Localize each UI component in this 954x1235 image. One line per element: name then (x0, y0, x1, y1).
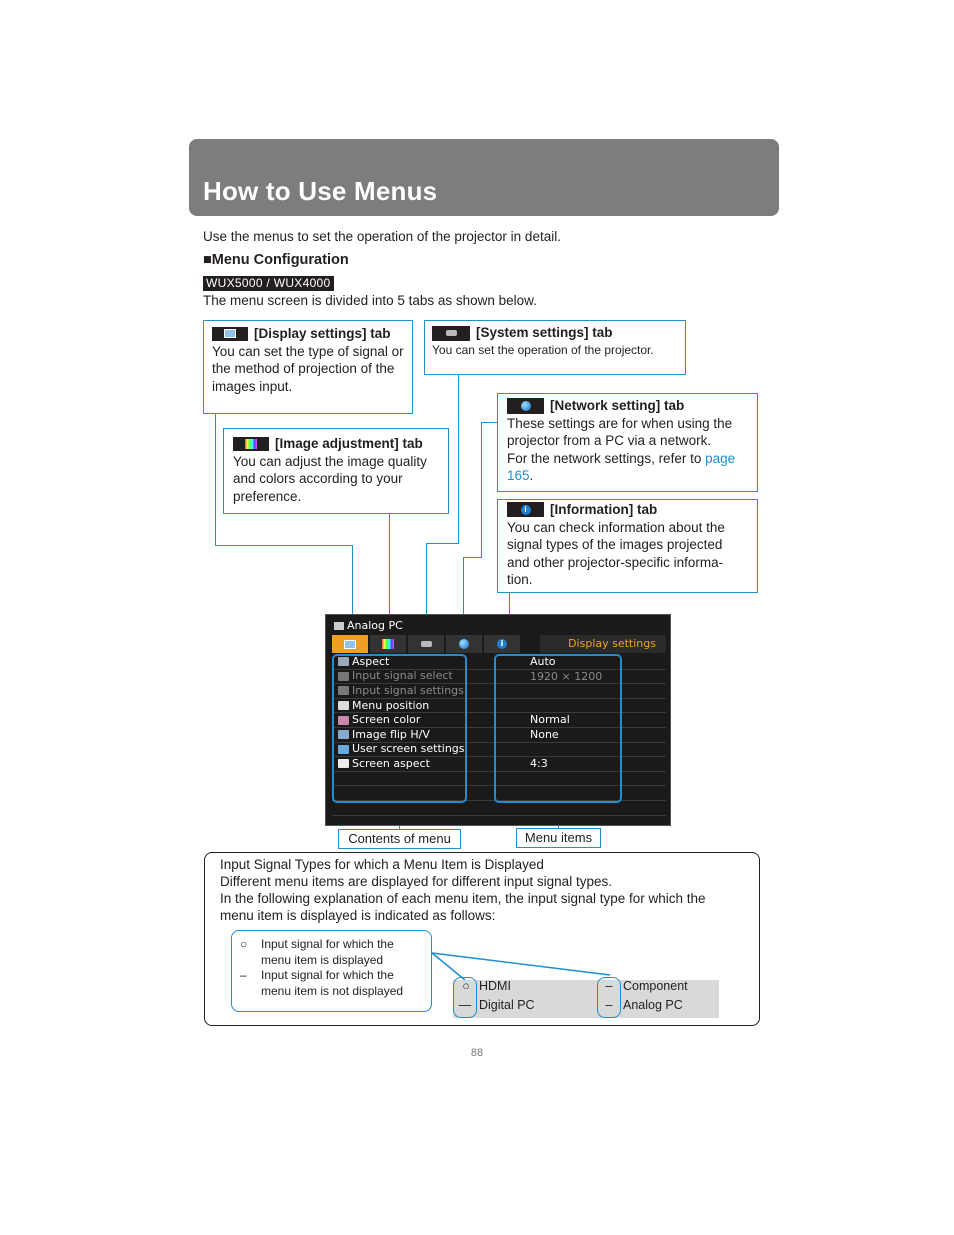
info-title: Input Signal Types for which a Menu Item is Displayed (220, 857, 544, 872)
menu-row-label: Input signal select (352, 669, 453, 683)
callout-reference: For the network settings, refer to page 165. (507, 450, 736, 483)
information-tab-icon: i (507, 502, 544, 517)
page-title: How to Use Menus (203, 176, 438, 206)
image-tab-icon (382, 639, 394, 649)
input-source-icon (334, 622, 344, 630)
active-tab-title: Display settings (540, 635, 666, 653)
callout-system-settings (424, 320, 686, 375)
menu-row-label: Aspect (352, 654, 390, 668)
signal-symbol: – (605, 998, 613, 1012)
menu-row-value: None (530, 727, 559, 741)
callout-title: [System settings] tab (476, 325, 613, 340)
page-number: 88 (470, 1047, 484, 1059)
menu-row[interactable] (332, 801, 666, 816)
callout-display-settings (203, 320, 413, 414)
system-tab-icon (432, 326, 470, 341)
section-heading (203, 252, 349, 268)
connector-line (215, 413, 216, 545)
signal-name: Analog PC (623, 998, 683, 1012)
info-line: Different menu items are displayed for different input signal types. (220, 874, 612, 889)
menu-row-value: Auto (530, 655, 556, 668)
callout-information (497, 499, 758, 593)
display-tab-icon (212, 327, 248, 341)
pointer-line (432, 953, 610, 975)
legend-box (231, 930, 432, 1012)
tab-display-settings[interactable] (332, 635, 368, 653)
callout-body: You can check information about the signal types of the images projected and other projector-specific informa-tion. (507, 519, 725, 587)
contents-highlight (332, 654, 467, 803)
callout-image-adjustment (223, 428, 449, 514)
shown-text: Input signal for which the menu item is displayed (261, 937, 394, 967)
network-tab-icon (507, 398, 544, 414)
signal-symbol: – (605, 979, 613, 993)
signal-name: Component (623, 979, 688, 993)
callout-body: You can set the operation of the projector. (432, 343, 654, 357)
tab-image-adjustment[interactable] (370, 635, 406, 653)
callout-body: These settings are for when using the projector from a PC via a network. (507, 415, 733, 448)
callout-body: You can set the type of signal or the method of projection of the images input. (212, 343, 404, 394)
menu-row-label: User screen settings (352, 742, 465, 756)
connector-line (463, 557, 482, 558)
hidden-symbol: – (240, 968, 247, 982)
signal-symbol: — (458, 998, 472, 1012)
network-tab-icon (459, 639, 469, 649)
callout-network-setting (497, 393, 758, 492)
signal-name: Digital PC (479, 998, 535, 1012)
contents-of-menu-label: Contents of menu (338, 829, 461, 849)
section-heading-text: Menu Configuration (211, 252, 349, 268)
page-link[interactable]: page 165 (507, 450, 736, 483)
callout-title: [Display settings] tab (254, 326, 391, 341)
connector-line (481, 422, 497, 423)
menu-row-label: Menu position (352, 698, 430, 712)
menu-tab-bar (332, 635, 666, 653)
callout-title: [Information] tab (550, 502, 658, 517)
connector-line (215, 545, 353, 546)
connector-line (426, 543, 459, 544)
tab-system-settings[interactable] (408, 635, 444, 653)
tab-network-setting[interactable] (446, 635, 482, 653)
menu-row-value: Normal (530, 713, 570, 727)
callout-title: [Image adjustment] tab (275, 436, 423, 451)
menu-row-label: Input signal settings (352, 683, 464, 697)
shown-symbol: ○ (240, 937, 248, 951)
info-line: In the following explanation of each menu item, the input signal type for which the menu item is displayed is indicated as follows: (220, 891, 706, 923)
items-highlight (494, 654, 622, 803)
signal-name: HDMI (479, 979, 511, 993)
menu-row-label: Screen aspect (352, 756, 430, 770)
input-source (334, 619, 403, 632)
header-band (189, 139, 779, 216)
display-tab-icon (344, 640, 356, 649)
system-tab-icon (421, 641, 432, 647)
connector-line (458, 375, 459, 543)
tab-intro-text: The menu screen is divided into 5 tabs as shown below. (203, 293, 537, 308)
tab-information[interactable] (484, 635, 520, 653)
menu-items-label: Menu items (516, 828, 601, 848)
info-text (220, 856, 740, 924)
model-tag: WUX5000 / WUX4000 (203, 276, 334, 291)
callout-title: [Network setting] tab (550, 398, 685, 413)
information-tab-icon: i (497, 639, 507, 649)
menu-row-label: Screen color (352, 713, 421, 727)
menu-row-label: Image flip H/V (352, 727, 430, 741)
bullet-icon: ■ (203, 252, 212, 268)
signal-symbol: ○ (462, 979, 470, 993)
intro-text: Use the menus to set the operation of the projector in detail. (203, 229, 561, 244)
connector-line (481, 422, 482, 557)
input-source-label: Analog PC (347, 619, 403, 632)
callout-body: You can adjust the image quality and colors according to your preference. (233, 453, 427, 504)
menu-row-value: 4:3 (530, 757, 548, 771)
image-tab-icon (233, 437, 269, 451)
menu-row-value: 1920 × 1200 (530, 669, 603, 683)
hidden-text: Input signal for which the menu item is not displayed (261, 968, 404, 998)
